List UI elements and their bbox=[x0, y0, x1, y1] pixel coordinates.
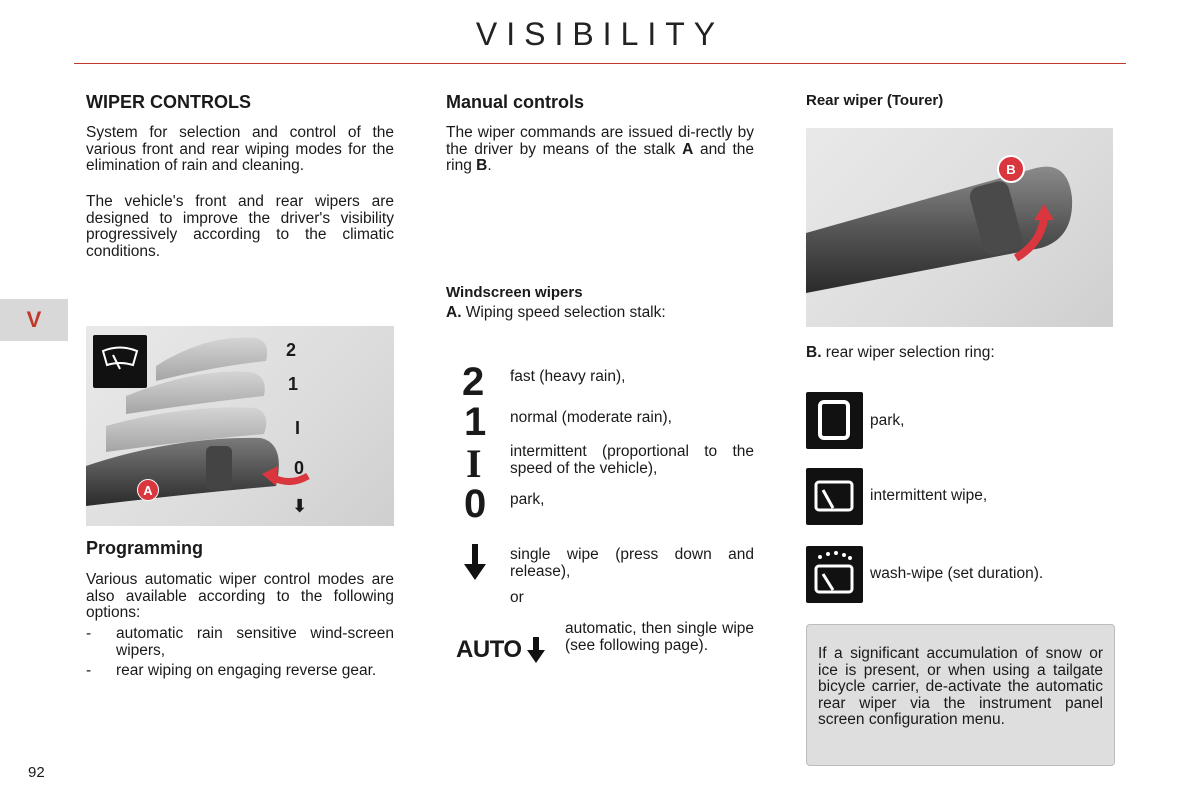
single-wipe-text: single wipe (press down and release), bbox=[510, 546, 754, 580]
wiper-controls-heading: WIPER CONTROLS bbox=[86, 92, 251, 112]
ring-ref: B bbox=[476, 157, 488, 174]
page-title: VISIBILITY bbox=[475, 16, 725, 52]
intro-paragraph-1: System for selection and control of the various front and rear wiping modes for the elimination of rain and cleaning. bbox=[86, 124, 394, 174]
speed-1-text: normal (moderate rain), bbox=[510, 409, 672, 426]
photo-speed-2: 2 bbox=[286, 340, 297, 360]
section-tab[interactable]: V bbox=[0, 299, 68, 341]
stalk-a-marker: A bbox=[137, 479, 159, 501]
photo-speed-1: 1 bbox=[288, 374, 299, 394]
single-wipe-arrow-down-icon bbox=[464, 544, 486, 585]
rear-ring-illustration bbox=[806, 128, 1113, 327]
photo-speed-i: I bbox=[295, 418, 301, 438]
speed-1-symbol: 1 bbox=[464, 400, 487, 444]
rear-intermittent-text: intermittent wipe, bbox=[870, 487, 988, 504]
rear-wash-wipe-graphic bbox=[806, 546, 863, 603]
stalk-label bbox=[446, 305, 666, 322]
auto-text: automatic, then single wipe (see following page). bbox=[565, 620, 754, 654]
arrow-down-graphic bbox=[464, 544, 486, 580]
windscreen-wipers-heading: Windscreen wipers bbox=[446, 284, 583, 301]
speed-2-symbol: 2 bbox=[462, 360, 485, 404]
manual-controls-heading: Manual controls bbox=[446, 92, 585, 112]
windscreen-wiper-icon bbox=[93, 335, 147, 388]
rear-wiper-ring-photo bbox=[806, 128, 1113, 327]
photo-speed-0: 0 bbox=[294, 458, 305, 478]
auto-symbol bbox=[456, 636, 545, 664]
rear-park-text: park, bbox=[870, 412, 905, 429]
manual-controls-text bbox=[446, 125, 754, 175]
ring-label-text: rear wiper selection ring: bbox=[821, 344, 995, 361]
stalk-label-text: Wiping speed selection stalk: bbox=[461, 304, 666, 321]
rear-intermittent-icon bbox=[806, 468, 863, 525]
stalk-ref: A bbox=[682, 140, 694, 158]
page-number: 92 bbox=[28, 764, 45, 781]
auto-label: AUTO bbox=[456, 636, 522, 663]
rear-park-graphic bbox=[806, 392, 863, 449]
programming-item: - rear wiping on engaging reverse gear. bbox=[86, 663, 394, 680]
or-text: or bbox=[510, 589, 524, 606]
ring-label-letter: B. bbox=[806, 344, 822, 361]
title-divider bbox=[74, 63, 1126, 64]
speed-i-text: intermittent (proportional to the speed of the vehicle), bbox=[510, 443, 754, 477]
speed-0-text: park, bbox=[510, 491, 545, 508]
rear-intermittent-graphic bbox=[806, 468, 863, 525]
rear-wiper-heading: Rear wiper (Tourer) bbox=[806, 92, 944, 109]
rear-park-icon bbox=[806, 392, 863, 449]
auto-arrow-down-icon bbox=[527, 637, 545, 663]
manual-text-part: The wiper commands are issued di-rectly by the driver by means of the stalk bbox=[446, 124, 754, 158]
speed-0-symbol: 0 bbox=[464, 482, 487, 526]
speed-i-symbol: I bbox=[466, 441, 482, 486]
rear-wash-wipe-text: wash-wipe (set duration). bbox=[870, 565, 1044, 582]
front-wiper-symbol bbox=[93, 335, 147, 388]
ring-b-marker: B bbox=[997, 155, 1025, 183]
note-text: If a significant accumulation of snow or ice is present, or when using a tailgate bicycle carrier, de-activate the automatic rear wiper via the instrument panel screen configuration menu. bbox=[818, 645, 1103, 728]
stalk-label-letter: A. bbox=[446, 304, 462, 321]
intro-paragraph-2: The vehicle's front and rear wipers are designed to improve the driver's visibility progressively according to the climatic conditions. bbox=[86, 193, 394, 260]
photo-arrow-down-icon: ⬇ bbox=[292, 496, 308, 516]
ring-label bbox=[806, 345, 995, 362]
programming-list bbox=[86, 626, 394, 684]
speed-2-text: fast (heavy rain), bbox=[510, 368, 626, 385]
manual-text-part: . bbox=[487, 157, 492, 174]
programming-item: - automatic rain sensitive wind-screen wipers, bbox=[86, 626, 394, 659]
programming-text: Various automatic wiper control modes are also available according to the following options: bbox=[86, 571, 394, 621]
rear-wash-wipe-icon bbox=[806, 546, 863, 603]
manual-text-part: and the ring bbox=[446, 140, 755, 174]
programming-heading: Programming bbox=[86, 538, 204, 558]
